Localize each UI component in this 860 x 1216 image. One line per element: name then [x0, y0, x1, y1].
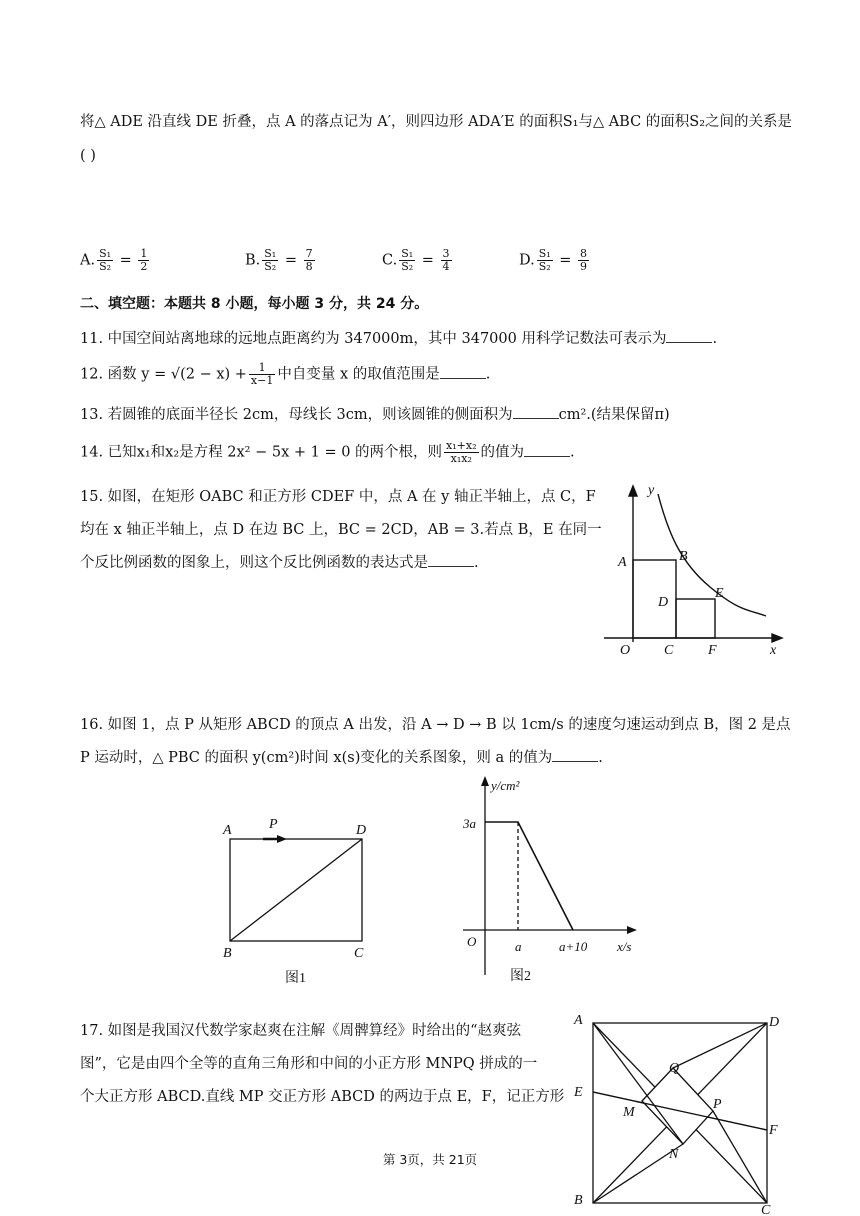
label-a: A — [618, 555, 627, 570]
question-14: 14. 已知x₁和x₂是方程 2x² − 5x + 1 = 0 的两个根，则 $\frac{\text{x₁+x₂}}{\text{x₁x₂}}$ 的值为 . — [80, 439, 575, 465]
option-letter: A. — [80, 252, 96, 269]
label-p: P — [269, 817, 278, 832]
label-f: F — [769, 1123, 778, 1138]
q16-figure-1 — [215, 812, 385, 992]
label-c: C — [354, 946, 364, 961]
label-y: y — [648, 483, 655, 498]
question-15-line2: 均在 x 轴正半轴上，点 D 在边 BC 上，BC = 2CD，AB = 3.若点 B，E 在同一 — [80, 522, 602, 538]
question-17-line3: 个大正方形 ABCD.直线 MP 交正方形 ABCD 的两边于点 E，F，记正方形 — [80, 1089, 565, 1105]
y-arrow — [481, 776, 489, 786]
label-b: B — [223, 946, 232, 961]
hyperbola-curve — [658, 494, 766, 616]
label-3a: 3a — [463, 816, 476, 831]
rectangle-oabc — [633, 560, 676, 638]
label-a: a — [515, 939, 522, 954]
ratio-fraction: $\frac{\text{S₁}}{\text{S₂}}$ — [264, 247, 277, 273]
option-letter: D. — [519, 252, 535, 269]
q10-paren: ( ) — [80, 148, 96, 164]
label-a: A — [223, 823, 232, 838]
q16-figure-2 — [455, 770, 650, 990]
option-b[interactable]: B. $\frac{\text{S₁}}{\text{S₂}}$ = $\frac{7}{8}$ — [245, 247, 313, 273]
square-cdef — [676, 599, 715, 638]
label-c: C — [761, 1203, 771, 1216]
ratio-fraction: $\frac{\text{S₁}}{\text{S₂}}$ — [401, 247, 414, 273]
caption-figure-2: 图2 — [510, 969, 531, 984]
answer-blank[interactable] — [666, 330, 712, 343]
option-c[interactable]: C. $\frac{\text{S₁}}{\text{S₂}}$ = $\frac{3}{4}$ — [382, 247, 450, 273]
y-arrow — [629, 486, 637, 496]
label-a: A — [574, 1013, 583, 1028]
label-m: M — [623, 1105, 635, 1120]
square-mnpq — [642, 1068, 713, 1144]
value-fraction: $\frac{1}{2}$ — [140, 247, 148, 273]
question-15-line1: 15. 如图，在矩形 OABC 和正方形 CDEF 中，点 A 在 y 轴正半轴上，点 C，F — [80, 489, 596, 505]
label-b: B — [574, 1193, 583, 1208]
x-arrow — [627, 926, 637, 934]
caption-figure-1: 图1 — [285, 971, 306, 986]
question-13: 13. 若圆锥的底面半径长 2cm，母线长 3cm，则该圆锥的侧面积为 cm².(结果保留π) — [80, 407, 670, 423]
q15-figure — [600, 482, 790, 662]
fraction: $\frac{1}{x-1}$ — [250, 361, 274, 387]
question-16-line1: 16. 如图 1，点 P 从矩形 ABCD 的顶点 A 出发，沿 A → D → B 以 1cm/s 的速度匀速运动到点 B，图 2 是点 — [80, 717, 791, 733]
value-fraction: $\frac{3}{4}$ — [442, 247, 450, 273]
value-fraction: $\frac{8}{9}$ — [580, 247, 588, 273]
label-a-plus-10: a+10 — [559, 939, 588, 954]
label-b: B — [679, 549, 688, 564]
ratio-fraction: $\frac{\text{S₁}}{\text{S₂}}$ — [99, 247, 112, 273]
option-letter: C. — [382, 252, 398, 269]
label-o: O — [467, 934, 477, 949]
label-n: N — [669, 1147, 679, 1162]
label-d: D — [769, 1015, 780, 1030]
q17-figure — [565, 1008, 785, 1216]
arrow-icon — [277, 835, 287, 843]
area-graph-line — [485, 822, 573, 930]
answer-blank[interactable] — [552, 749, 598, 762]
option-letter: B. — [245, 252, 261, 269]
page-footer: 第 3页，共 21页 — [382, 1152, 478, 1167]
label-f: F — [708, 643, 717, 658]
question-16-line2: P 运动时，△ PBC 的面积 y(cm²)时间 x(s)变化的关系图象，则 a 的值为 . — [80, 750, 603, 766]
x-arrow — [772, 634, 782, 642]
q10-stem: 将△ ADE 沿直线 DE 折叠，点 A 的落点记为 A′，则四边形 ADA′E 的面积S₁与△ ABC 的面积S₂之间的关系是 — [80, 114, 793, 130]
answer-blank[interactable] — [428, 554, 474, 567]
label-y-unit: y/cm² — [491, 778, 520, 793]
question-12: 12. 函数 y = √(2 − x) + $\frac{1}{x-1}$ 中自变量 x 的取值范围是 . — [80, 361, 491, 387]
label-c: C — [664, 643, 674, 658]
value-fraction: $\frac{7}{8}$ — [305, 247, 313, 273]
question-17-line1: 17. 如图是我国汉代数学家赵爽在注解《周髀算经》时给出的“赵爽弦 — [80, 1023, 522, 1039]
label-x: x — [770, 643, 777, 658]
question-17-line2: 图”，它是由四个全等的直角三角形和中间的小正方形 MNPQ 拼成的一 — [80, 1056, 538, 1072]
option-a[interactable]: A. $\frac{\text{S₁}}{\text{S₂}}$ = $\frac{1}{2}$ — [80, 247, 148, 273]
answer-blank[interactable] — [524, 444, 570, 457]
answer-blank[interactable] — [440, 366, 486, 379]
label-o: O — [620, 643, 631, 658]
diagonal-bd — [230, 839, 362, 941]
label-e: E — [715, 586, 724, 601]
label-d: D — [356, 823, 367, 838]
label-p: P — [713, 1097, 722, 1112]
label-q: Q — [669, 1061, 680, 1076]
question-15-line3: 个反比例函数的图象上，则这个反比例函数的表达式是 . — [80, 555, 479, 571]
question-11: 11. 中国空间站离地球的远地点距离约为 347000m，其中 347000 用科学记数法可表示为 . — [80, 331, 718, 347]
option-d[interactable]: D. $\frac{\text{S₁}}{\text{S₂}}$ = $\frac{8}{9}$ — [519, 247, 588, 273]
label-x-unit: x/s — [617, 939, 632, 954]
label-d: D — [658, 595, 669, 610]
ratio-fraction: $\frac{\text{S₁}}{\text{S₂}}$ — [538, 247, 551, 273]
section-heading: 二、填空题：本题共 8 小题，每小题 3 分，共 24 分。 — [80, 296, 429, 312]
fraction: $\frac{\text{x₁+x₂}}{\text{x₁x₂}}$ — [446, 439, 477, 465]
answer-blank[interactable] — [513, 406, 559, 419]
label-e: E — [574, 1085, 583, 1100]
